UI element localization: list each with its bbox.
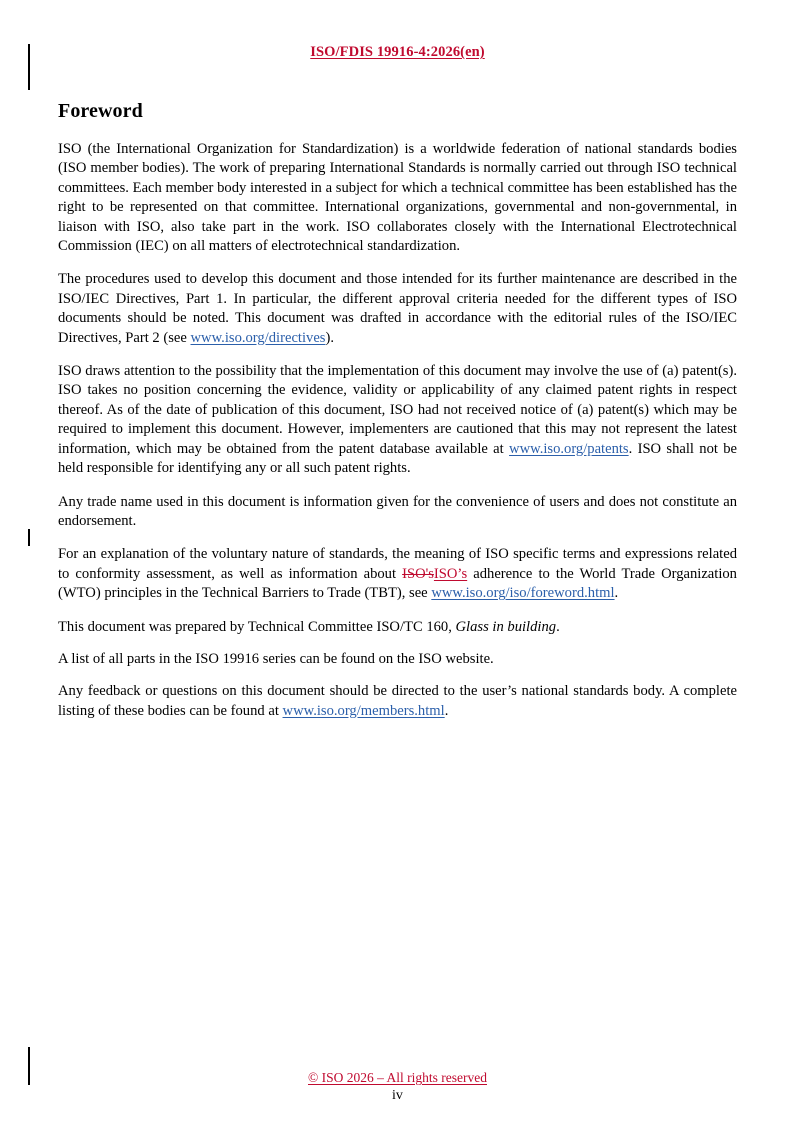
paragraph-text-lead: This document was prepared by Technical Committee ISO/TC 160, — [58, 618, 456, 635]
paragraph-patents — [58, 362, 737, 478]
paragraph-text-lead: The procedures used to develop this document and those intended for its further maintenance are described in the ISO/IEC Directives, Part 1. In particular, the different approval criteria needed for the different types of ISO documents should be noted. This document was drafted in accordance with the editorial rules of the ISO/IEC Directives, Part 2 (see — [58, 271, 737, 346]
paragraph-text: ISO (the International Organization for Standardization) is a worldwide federation of national standards bodies (ISO member bodies). The work of preparing International Standards is normally carried out through ISO technical committees. Each member body interested in a subject for which a technical committee has been established has the right to be represented on that committee. International organizations, governmental and non-governmental, in liaison with ISO, also take part in the work. ISO collaborates closely with the International Electrotechnical Commission (IEC) on all matters of electrotechnical standardization. — [58, 141, 737, 255]
paragraph-text-lead: ISO draws attention to the possibility that the implementation of this document may involve the use of (a) patent(s). ISO takes no position concerning the evidence, validity or applicability of any claimed patent rights in respect thereof. As of the date of publication of this document, ISO had not received notice of (a) patent(s) which may be required to implement this document. However, implementers are cautioned that this may not represent the latest information, which may be obtained from the patent database available at — [58, 363, 737, 457]
paragraph-trade-name — [58, 493, 737, 532]
link-iso-patents[interactable]: www.iso.org/patents — [509, 440, 629, 457]
paragraph-voluntary-nature — [58, 545, 737, 603]
paragraph-text-tail: . — [556, 618, 560, 635]
paragraph-text: Any trade name used in this document is information given for the convenience of users and does not constitute an endorsement. — [58, 493, 737, 529]
paragraph-text-lead: For an explanation of the voluntary nature of standards, the meaning of ISO specific terms and expressions related to conformity assessment, as well as information about — [58, 546, 737, 582]
page-title: Foreword — [58, 100, 143, 122]
paragraph-iso-description — [58, 140, 737, 256]
paragraph-text-mid: adherence to the World Trade Organization (WTO) principles in the Technical Barriers to Trade (TBT), see — [58, 565, 737, 602]
paragraph-text: A list of all parts in the ISO 19916 series can be found on the ISO website. — [58, 650, 494, 667]
link-iso-members[interactable]: www.iso.org/members.html — [282, 702, 445, 719]
paragraph-series-parts — [58, 650, 737, 669]
committee-scope-title: Glass in building — [455, 618, 557, 635]
footer-copyright: © ISO 2026 – All rights reserved — [308, 1070, 487, 1085]
change-bar-footer — [28, 1047, 30, 1085]
footer-page-number: iv — [392, 1088, 403, 1103]
change-bar-header — [28, 44, 30, 90]
paragraph-technical-committee — [58, 618, 737, 637]
paragraph-text-tail: . ISO shall not be held responsible for identifying any or all such patent rights. — [58, 440, 737, 477]
paragraph-text-tail: . — [614, 585, 619, 602]
paragraph-text-lead: Any feedback or questions on this document should be directed to the user’s national standards body. A complete listing of these bodies can be found at — [58, 683, 737, 719]
change-bar-tracked-change — [28, 529, 30, 546]
running-header-title: ISO/FDIS 19916-4:2026(en) — [310, 44, 485, 60]
link-iso-directives[interactable]: www.iso.org/directives — [190, 329, 326, 346]
paragraph-text-tail: ). — [325, 329, 335, 346]
paragraph-procedures — [58, 270, 737, 348]
paragraph-feedback — [58, 682, 737, 721]
tracked-change-insertion: ISO’s — [433, 565, 468, 582]
paragraph-text-tail: . — [444, 702, 449, 719]
link-iso-foreword[interactable]: www.iso.org/iso/foreword.html — [431, 585, 615, 602]
document-body — [58, 100, 737, 721]
tracked-change-deletion: ISO's — [402, 565, 434, 582]
